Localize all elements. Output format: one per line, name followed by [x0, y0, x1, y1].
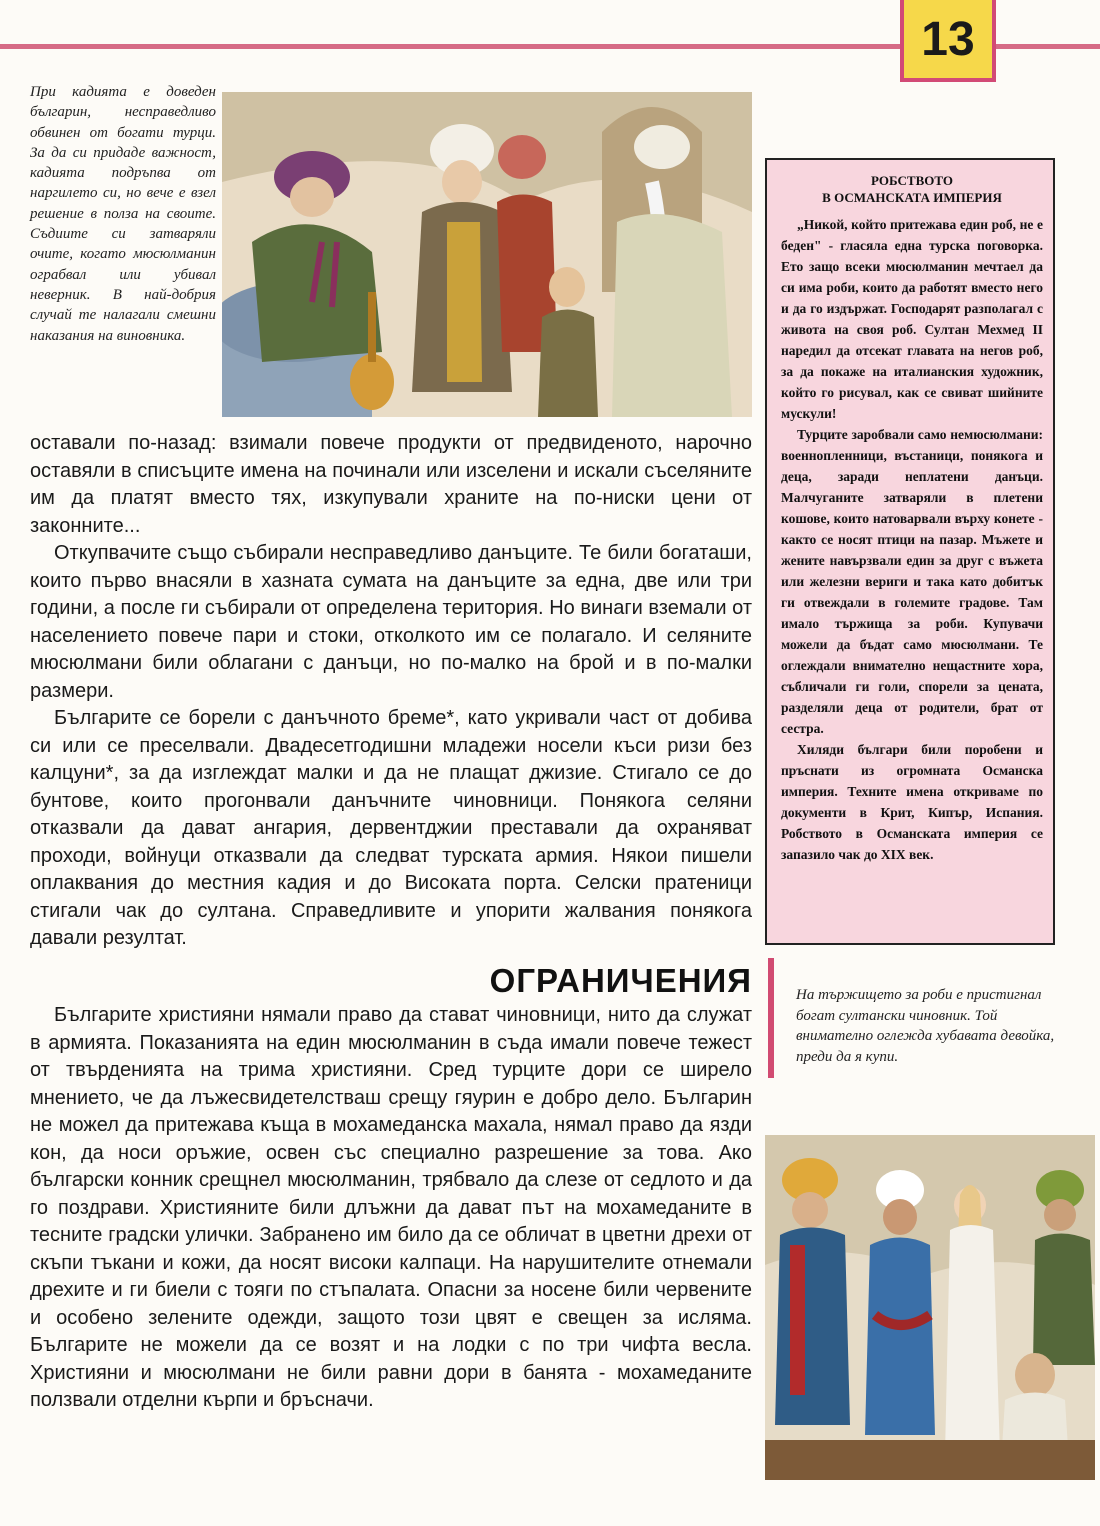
section-heading: ОГРАНИЧЕНИЯ — [489, 962, 752, 999]
sidebar-title-line2: В ОСМАНСКАТА ИМПЕРИЯ — [822, 190, 1002, 205]
main-text-top — [30, 430, 752, 953]
slavery-sidebar — [765, 158, 1055, 945]
body-paragraph: Българите християни нямали право да стават чиновници, нито да служат в армията. Показанията на един мюсюлманин в съда имали повече тежест от твърденията на трима християни. Сред турците дори се ширело мнението, че да лъжесвидетелстваш срещу гяурин е добро дело. Българин не можел да притежава къща в мохамеданска махала, нямал право да язди кон, да носи оръжие, освен със специално разрешение за това. Ако български конник срещнел мюсюлманин, трябвало да слезе от седлото и да го поздрави. Християните били длъжни да дават път на мохамеданите в тесните градски улички. Забранено им било да се обличат в цветни дрехи от скъпи тъкани и кожи, да носят високи калпаци. На нарушителите отнемали дрехите и ги биели с тояги по стъпалата. Опасни за носене били червените и особено зелените одежди, защото този цвят е свещен за исляма. Българите не можели да се возят и на лодки с по три чифта весла. Християни и мюсюлмани не били равни дори в банята - мохамеданите ползвали отделни кърпи и бръсначи. — [30, 1004, 752, 1411]
body-paragraph: Откупвачите също събирали несправедливо данъците. Те били богаташи, които първо внасяли в хазната сумата на данъците за една, две или три години, а после ги събирали от определена територия. Но винаги вземали от населението повече пари и стоки, отколкото им се полагало. И селяните мюсюлмани били облагани с данъци, но по-малко на брой и в по-малки размери. — [30, 542, 752, 702]
sidebar-paragraph: „Никой, който притежава един роб, не е беден" - гласяла една турска поговорка. Ето защо всеки мюсюлманин мечтаел да си има роби, които да работят вместо него и да го издържат. Господарят разполагал с живота на своя роб. Султан Мехмед II наредил да отсекат главата на негов роб, за да покаже на италианския художник, който го рисувал, как се свиват шийните мускули! — [781, 217, 1043, 421]
sidebar-paragraph: Хиляди българи били поробени и пръснати из огромната Османска империя. Техните имена откриваме по документи в Крит, Кипър, Испания. Робството в Османската империя се запазило чак до XIX век. — [781, 742, 1043, 862]
main-text-bottom — [30, 1002, 752, 1415]
sidebar-paragraph: Турците заробвали само немюсюлмани: военнопленници, въстаници, понякога и деца, заради неплатени данъци. Малчуганите затваряли в плетени кошове, които натоварвали върху конете - както се носят птици на пазар. Мъжете и жените навързвали един за друг с въжета или железни вериги и така като добитък ги отвеждали в големите градове. Там имало тържища за роби. Купувачи можели да бъдат само мюсюлмани. Те оглеждали внимателно нещастните хора, събличали ги голи, спорели за цената, разделяли деца от родители, брат от сестра. — [781, 427, 1043, 736]
illustration-court-scene — [222, 92, 752, 417]
sidebar-title — [781, 172, 1043, 206]
page-number: 13 — [900, 0, 996, 82]
sidebar-title-line1: РОБСТВОТО — [871, 173, 953, 188]
illustration-caption-top: При кадията е доведен българин, несправедливо обвинен от богати турци. За да си придаде важност, кадията подръпва от наргилето си, но вече е взел решение в полза на своите. Съдиите си затваряли очите, когато мюсюлманин ограбвал или убивал неверник. В най-добрия случай те налагали смешни наказания на виновника. — [30, 84, 216, 344]
caption-accent-bar — [768, 958, 774, 1078]
body-paragraph: Българите се борели с данъчното бреме*, като укривали част от добива си или се преселвали. Двадесетгодишни младежи носели къси ризи без калцуни*, за да изглеждат малки и да не плащат джизие. Стигало се до бунтове, които прогонвали данъчните чиновници. Понякога селяни отказвали да дават ангария, дервентджии преставали да охраняват проходи, войнуци отказвали да следват турската армия. Някои пишели оплаквания до местния кадия и до Високата порта. Селски пратеници стигали чак до султана. Справедливите и упорити жалвания понякога давали резултат. — [30, 707, 752, 949]
illustration-slave-market — [765, 1135, 1095, 1480]
body-paragraph: оставали по-назад: взимали повече продукти от предвиденото, нарочно оставяли в списъците имена на починали или изселени и искали съселяните им да платят вместо тях, изкупували храните на по-ниски цени от законните... — [30, 432, 752, 537]
illustration-caption-right: На тържището за роби е пристигнал богат султански чиновник. Той внимателно оглежда хубавата девойка, преди да я купи. — [796, 987, 1055, 1065]
